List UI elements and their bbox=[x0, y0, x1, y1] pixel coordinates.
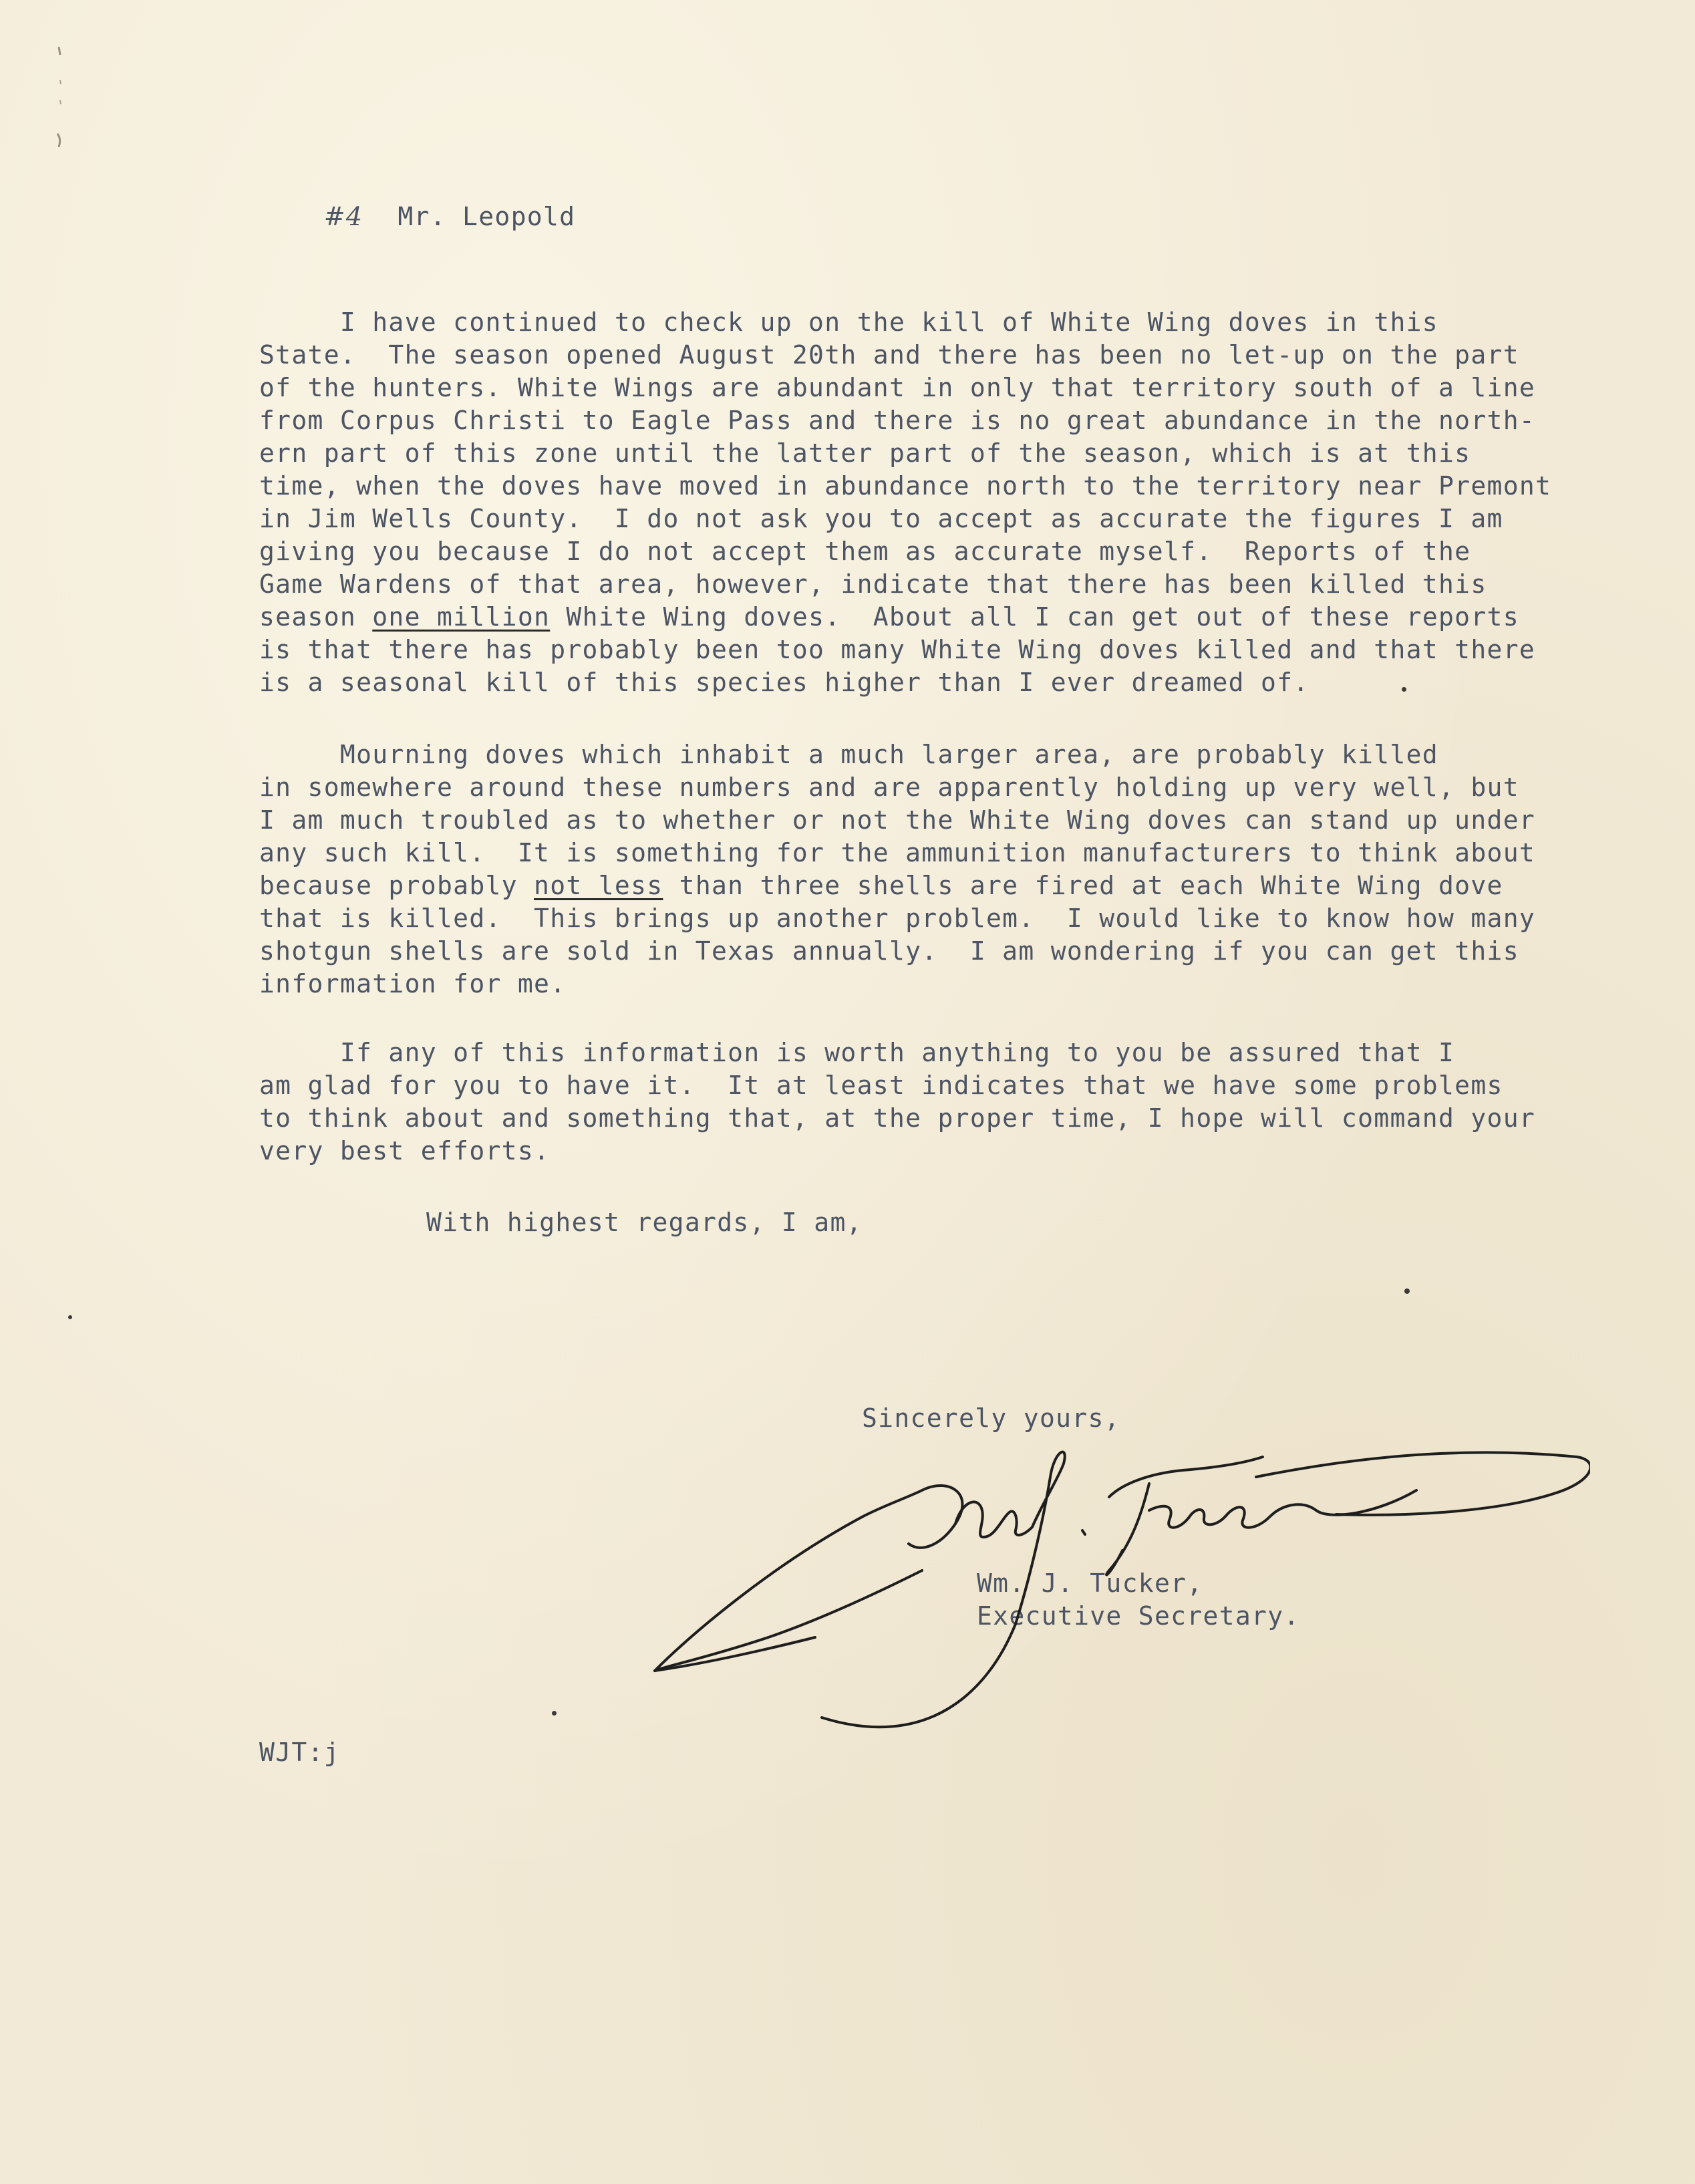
typist-initials: WJT:j bbox=[259, 1738, 340, 1767]
text-line: from Corpus Christi to Eagle Pass and there is no great abundance in the north- bbox=[259, 406, 1536, 435]
underlined-emphasis: one million bbox=[372, 602, 551, 632]
text-line: State. The season opened August 20th and there has been no let-up on the part bbox=[259, 340, 1519, 370]
text-line: of the hunters. White Wings are abundant in only that territory south of a line bbox=[259, 373, 1536, 402]
text-line: time, when the doves have moved in abundance north to the territory near Premont bbox=[259, 471, 1552, 501]
ink-speck bbox=[68, 1315, 72, 1319]
text-line bbox=[259, 869, 1589, 902]
text-line: giving you because I do not accept them as accurate myself. Reports of the bbox=[259, 537, 1471, 566]
paragraph-white-wing-kill bbox=[259, 306, 1589, 699]
text-line: is that there has probably been too many White Wing doves killed and that there bbox=[259, 635, 1536, 664]
text-line: ern part of this zone until the latter part of the season, which is at this bbox=[259, 438, 1471, 468]
signatory-title: Executive Secretary. bbox=[977, 1601, 1300, 1631]
text-segment: White Wing doves. About all I can get out of these reports bbox=[550, 602, 1519, 632]
text-line: to think about and something that, at the proper time, I hope will command your bbox=[259, 1103, 1536, 1133]
text-line: that is killed. This brings up another problem. I would like to know how many bbox=[259, 904, 1536, 933]
page-number: #4 bbox=[323, 202, 363, 231]
text-line: very best efforts. bbox=[259, 1136, 551, 1166]
ink-speck bbox=[1402, 687, 1406, 692]
signatory-name: Wm. J. Tucker, bbox=[977, 1568, 1203, 1598]
text-line: am glad for you to have it. It at least indicates that we have some problems bbox=[259, 1071, 1503, 1100]
ink-speck bbox=[552, 1711, 557, 1716]
handwritten-signature bbox=[641, 1437, 1590, 1751]
paragraph-mourning-doves bbox=[259, 738, 1589, 1000]
text-segment: because probably bbox=[259, 871, 534, 900]
text-line: Game Wardens of that area, however, indicate that there has been killed this bbox=[259, 569, 1487, 599]
text-line: in Jim Wells County. I do not ask you to accept as accurate the figures I am bbox=[259, 504, 1503, 533]
text-segment: season bbox=[259, 602, 373, 632]
ink-speck bbox=[1404, 1288, 1410, 1294]
text-line bbox=[259, 601, 1589, 634]
text-line: information for me. bbox=[259, 969, 567, 998]
paper-edge-marks bbox=[47, 40, 73, 160]
recipient-name: Mr. Leopold bbox=[398, 202, 576, 231]
text-line: in somewhere around these numbers and are apparently holding up very well, but bbox=[259, 773, 1519, 802]
text-line: I have continued to check up on the kill of White Wing doves in this bbox=[259, 307, 1438, 337]
text-line: is a seasonal kill of this species higher than I ever dreamed of. bbox=[259, 668, 1309, 697]
text-segment: than three shells are fired at each White Wing dove bbox=[663, 871, 1503, 900]
closing-regards: With highest regards, I am, bbox=[426, 1208, 863, 1237]
text-line: shotgun shells are sold in Texas annually. I am wondering if you can get this bbox=[259, 936, 1519, 966]
underlined-emphasis: not less bbox=[534, 871, 663, 900]
paragraph-information-offer bbox=[259, 1037, 1589, 1168]
text-line: Mourning doves which inhabit a much larger area, are probably killed bbox=[259, 740, 1438, 769]
text-line: I am much troubled as to whether or not the White Wing doves can stand up under bbox=[259, 805, 1536, 835]
text-line: If any of this information is worth anything to you be assured that I bbox=[259, 1038, 1455, 1067]
text-line: any such kill. It is something for the ammunition manufacturers to think about bbox=[259, 838, 1536, 867]
letter-header bbox=[259, 172, 575, 261]
sign-off: Sincerely yours, bbox=[862, 1403, 1120, 1433]
